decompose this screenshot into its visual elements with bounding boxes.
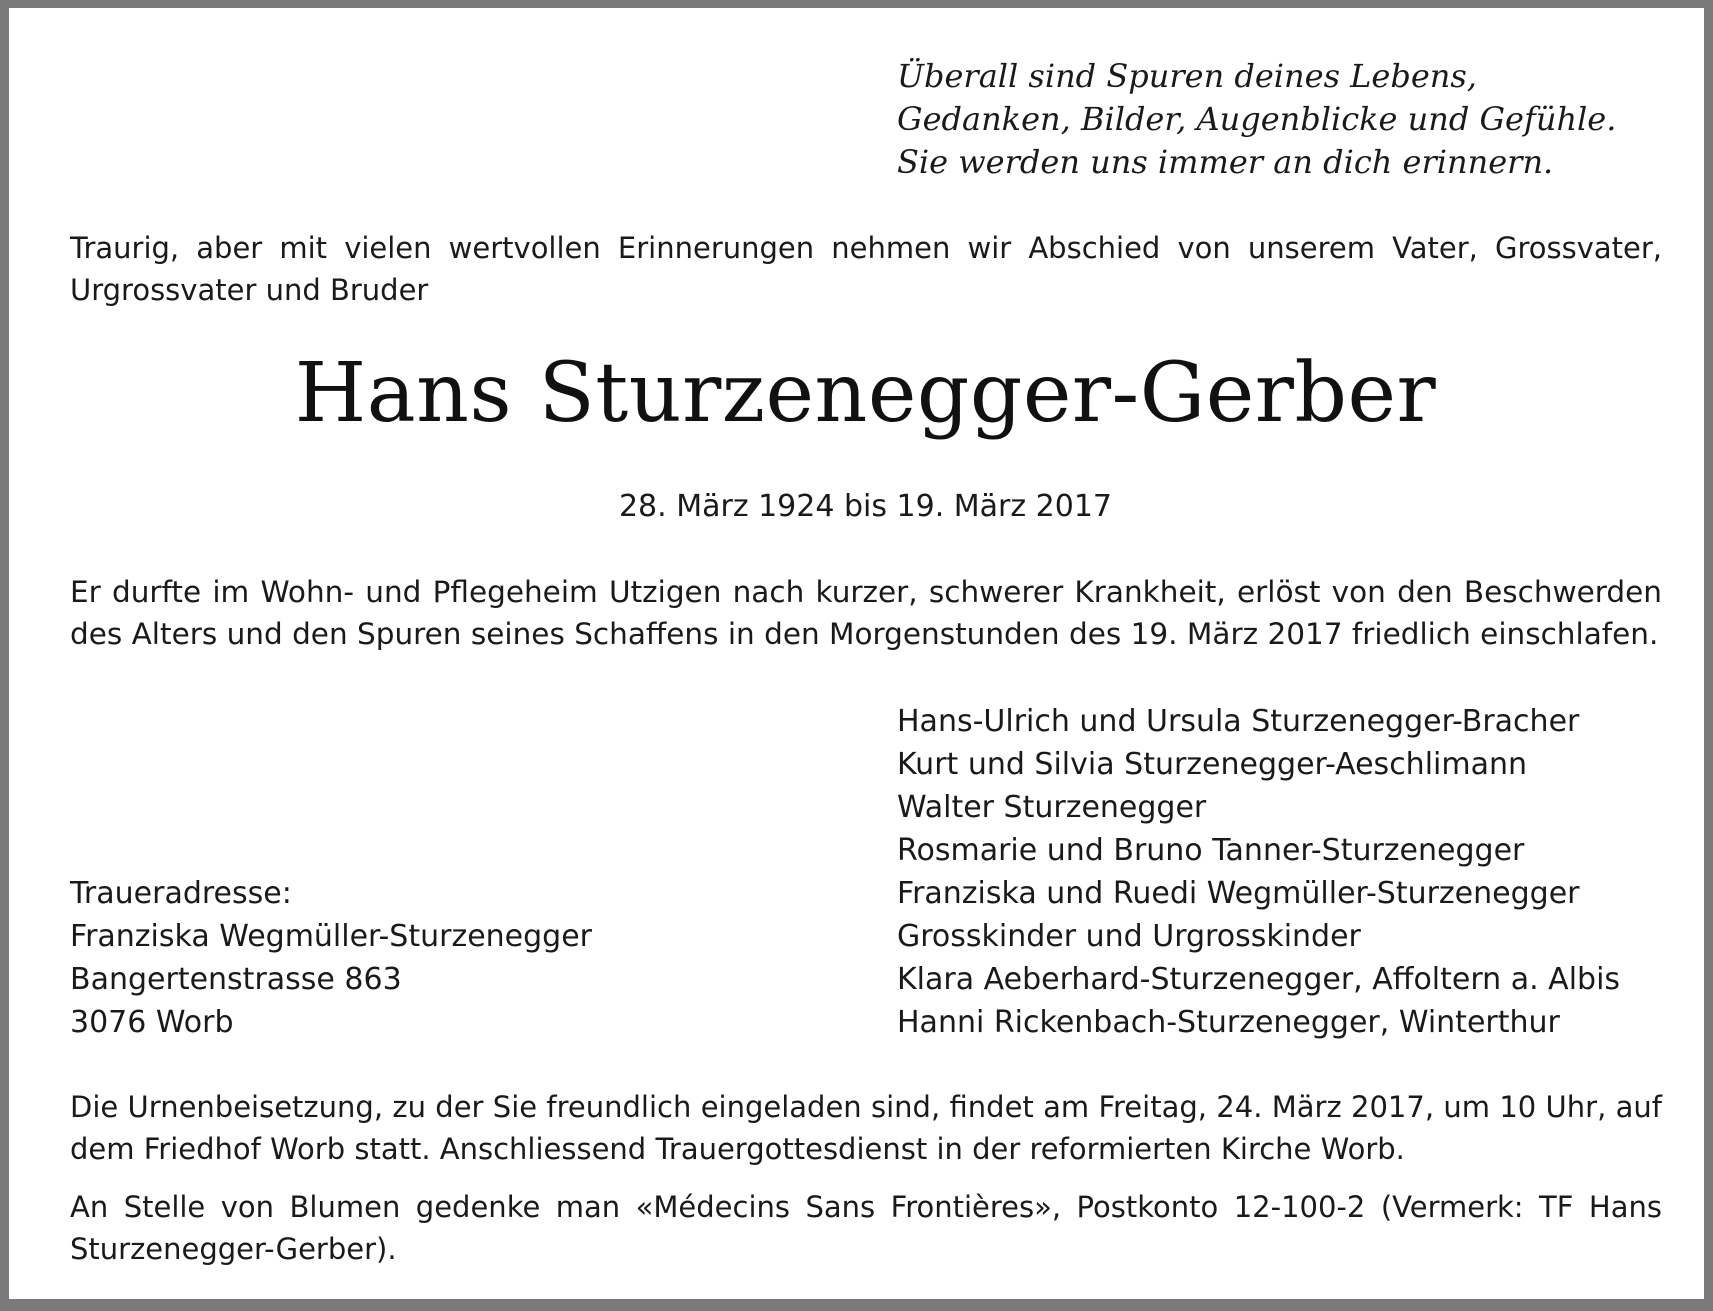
- address-name: Franziska Wegmüller-Sturzenegger: [70, 919, 592, 954]
- burial-paragraph: Die Urnenbeisetzung, zu der Sie freundlich eingeladen sind, findet am Freitag, 24. März 2017, um 10 Uhr, auf dem Friedhof Worb statt. Anschliessend Trauergottesdienst in der reformierten Kirche Worb.: [70, 1090, 1662, 1166]
- deceased-name: Hans Sturzenegger-Gerber: [294, 346, 1437, 441]
- poem-line: Sie werden uns immer an dich erinnern.: [897, 143, 1554, 181]
- mourner-entry: Franziska und Ruedi Wegmüller-Sturzenegger: [897, 876, 1580, 911]
- mourner-entry: Hanni Rickenbach-Sturzenegger, Winterthur: [897, 1005, 1560, 1040]
- memorial-poem: [897, 55, 1616, 184]
- intro-paragraph: Traurig, aber mit vielen wertvollen Erinnerungen nehmen wir Abschied von unserem Vater, Grossvater, Urgrossvater und Bruder: [70, 231, 1662, 307]
- mourner-entry: Klara Aeberhard-Sturzenegger, Affoltern a. Albis: [897, 962, 1621, 997]
- mourner-entry: Rosmarie und Bruno Tanner-Sturzenegger: [897, 833, 1525, 868]
- mourner-entry: Kurt und Silvia Sturzenegger-Aeschlimann: [897, 747, 1527, 782]
- passing-paragraph: Er durfte im Wohn- und Pflegeheim Utzigen nach kurzer, schwerer Krankheit, erlöst von den Beschwerden des Alters und den Spuren seines Schaffens in den Morgenstunden des 19. März 2017 friedlich einschlafen.: [70, 575, 1662, 651]
- address-city: 3076 Worb: [70, 1005, 234, 1040]
- donation-paragraph: An Stelle von Blumen gedenke man «Médecins Sans Frontières», Postkonto 12-100-2 (Vermerk: TF Hans Sturzenegger-Gerber).: [70, 1190, 1662, 1266]
- mourners-list: [897, 700, 1620, 1044]
- mourner-entry: Walter Sturzenegger: [897, 790, 1207, 825]
- address-label: Traueradresse:: [70, 876, 292, 911]
- life-dates: 28. März 1924 bis 19. März 2017: [618, 489, 1113, 524]
- mourner-entry: Grosskinder und Urgrosskinder: [897, 919, 1361, 954]
- poem-line: Überall sind Spuren deines Lebens,: [897, 57, 1477, 95]
- address-street: Bangertenstrasse 863: [70, 962, 402, 997]
- mourner-entry: Hans-Ulrich und Ursula Sturzenegger-Bracher: [897, 704, 1580, 739]
- mourning-address: [70, 872, 592, 1044]
- poem-line: Gedanken, Bilder, Augenblicke und Gefühle.: [897, 100, 1617, 138]
